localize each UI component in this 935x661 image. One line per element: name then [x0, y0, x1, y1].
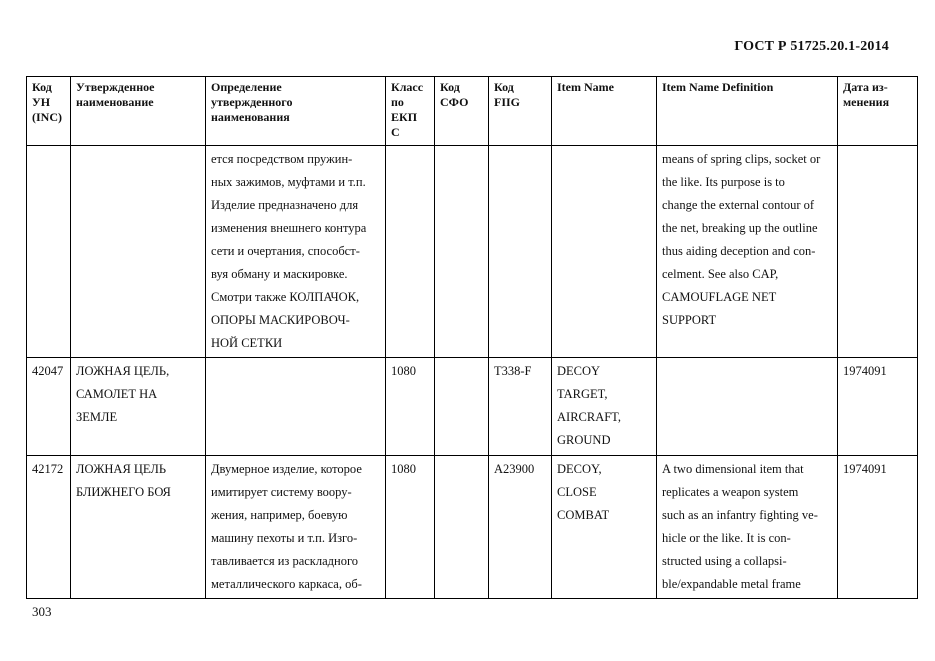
- class-cell: 1080: [386, 456, 435, 599]
- inc-cell: 42172: [27, 456, 71, 599]
- item-name-cell: [552, 146, 657, 358]
- sfo-cell: [435, 146, 489, 358]
- table-row: [27, 358, 918, 456]
- header-item-name-definition: Item Name Definition: [657, 77, 838, 146]
- definition-cell: Двумерное изделие, которое имитирует систему воору- жения, например, боевую машину пехоты и т.п. Изго- тавливается из раскладного металлического каркаса, об-: [206, 456, 386, 599]
- approved-name-cell: ЛОЖНАЯ ЦЕЛЬ БЛИЖНЕГО БОЯ: [71, 456, 206, 599]
- catalog-table: [26, 76, 918, 599]
- fiig-cell: [489, 146, 552, 358]
- inc-cell: 42047: [27, 358, 71, 456]
- item-definition-cell: [657, 358, 838, 456]
- date-cell: 1974091: [838, 456, 918, 599]
- definition-cell: [206, 358, 386, 456]
- fiig-cell: T338-F: [489, 358, 552, 456]
- fiig-cell: A23900: [489, 456, 552, 599]
- date-cell: [838, 146, 918, 358]
- inc-cell: [27, 146, 71, 358]
- header-item-name: Item Name: [552, 77, 657, 146]
- header-definition: Определение утвержденного наименования: [206, 77, 386, 146]
- header-change-date: Дата из- менения: [838, 77, 918, 146]
- class-cell: [386, 146, 435, 358]
- header-fiig-code: Код FIIG: [489, 77, 552, 146]
- class-cell: 1080: [386, 358, 435, 456]
- item-name-cell: DECOY TARGET, AIRCRAFT, GROUND: [552, 358, 657, 456]
- table-row: [27, 456, 918, 599]
- sfo-cell: [435, 358, 489, 456]
- item-definition-cell: A two dimensional item that replicates a weapon system such as an infantry fighting ve- hicle or the like. It is con- structed using a collapsi- ble/expandable metal frame: [657, 456, 838, 599]
- header-class: Класс по ЕКП С: [386, 77, 435, 146]
- page-number: 303: [32, 604, 52, 619]
- sfo-cell: [435, 456, 489, 599]
- document-standard-number: ГОСТ Р 51725.20.1-2014: [734, 39, 889, 54]
- approved-name-cell: [71, 146, 206, 358]
- header-approved-name: Утвержденное наименование: [71, 77, 206, 146]
- table-row: [27, 146, 918, 358]
- definition-cell: ется посредством пружин- ных зажимов, муфтами и т.п. Изделие предназначено для изменения внешнего контура сети и очертания, способст- вуя обману и маскировке. Смотри также КОЛПАЧОК, ОПОРЫ МАСКИРОВОЧ- НОЙ СЕТКИ: [206, 146, 386, 358]
- header-sfo-code: Код СФО: [435, 77, 489, 146]
- item-name-cell: DECOY, CLOSE COMBAT: [552, 456, 657, 599]
- item-definition-cell: means of spring clips, socket or the like. Its purpose is to change the external contour of the net, breaking up the outline thus aiding deception and con- celment. See also CAP, CAMOUFLAGE NET SUPPORT: [657, 146, 838, 358]
- header-inc-code: Код УН (INC): [27, 77, 71, 146]
- date-cell: 1974091: [838, 358, 918, 456]
- table-header-row: [27, 77, 918, 146]
- approved-name-cell: ЛОЖНАЯ ЦЕЛЬ, САМОЛЕТ НА ЗЕМЛЕ: [71, 358, 206, 456]
